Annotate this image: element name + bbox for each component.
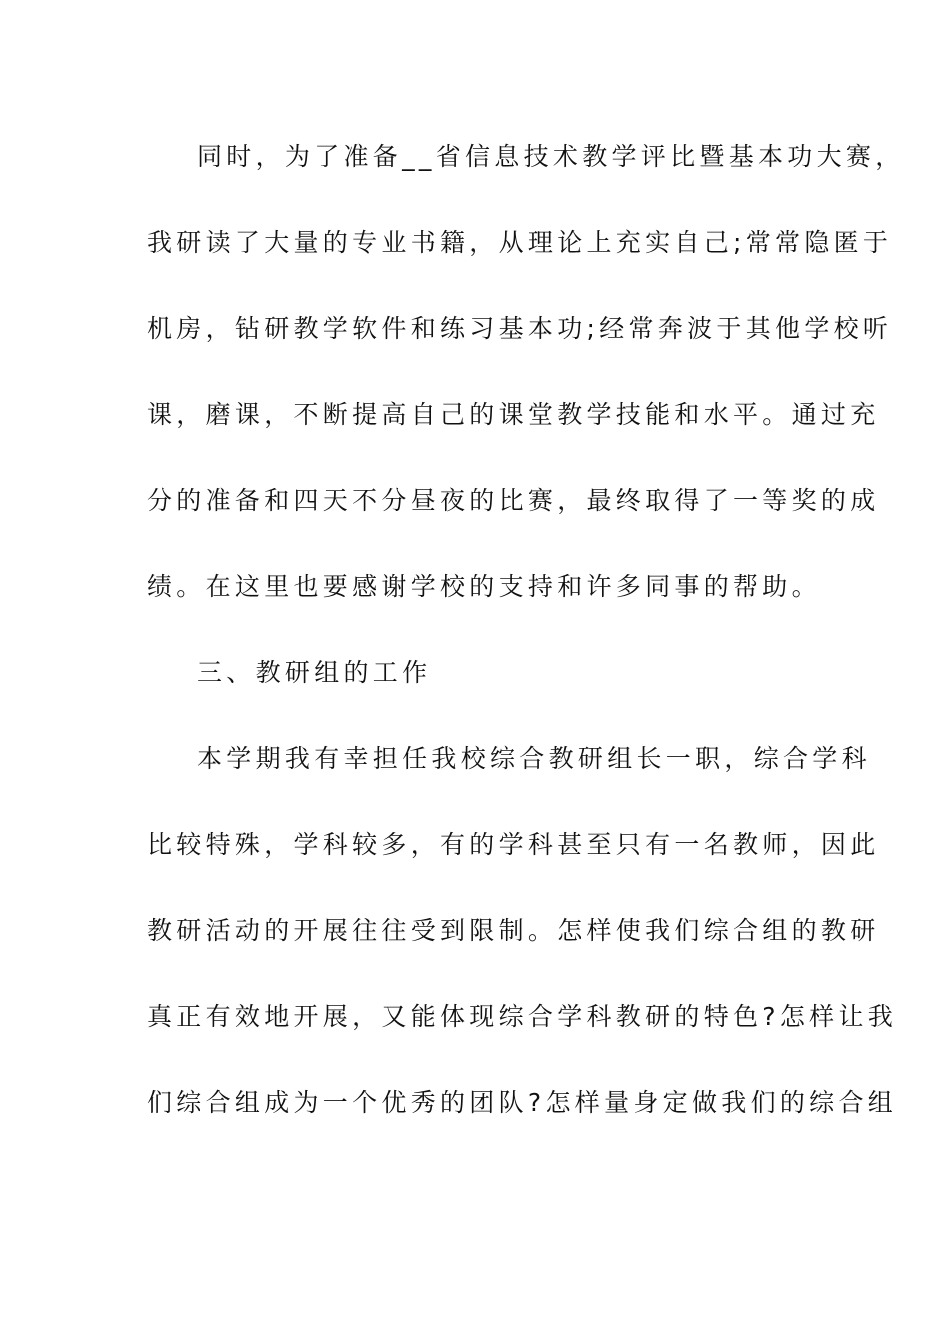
paragraph-line: 同时，为了准备__省信息技术教学评比暨基本功大赛， xyxy=(197,142,905,171)
paragraph-line: 分的准备和四天不分昼夜的比赛，最终取得了一等奖的成 xyxy=(147,486,880,515)
paragraph-line: 课，磨课，不断提高自己的课堂教学技能和水平。通过充 xyxy=(147,400,880,429)
paragraph-line: 机房，钻研教学软件和练习基本功;经常奔波于其他学校听 xyxy=(147,314,893,343)
paragraph-line: 教研活动的开展往往受到限制。怎样使我们综合组的教研 xyxy=(147,916,880,945)
paragraph-line: 们综合组成为一个优秀的团队?怎样量身定做我们的综合组 xyxy=(147,1088,898,1117)
paragraph-line: 我研读了大量的专业书籍，从理论上充实自己;常常隐匿于 xyxy=(147,228,893,257)
paragraph-line: 真正有效地开展，又能体现综合学科教研的特色?怎样让我 xyxy=(147,1002,898,1031)
paragraph-line: 绩。在这里也要感谢学校的支持和许多同事的帮助。 xyxy=(147,572,821,601)
section-heading: 三、教研组的工作 xyxy=(197,658,432,687)
paragraph-line: 比较特殊，学科较多，有的学科甚至只有一名教师，因此 xyxy=(147,830,880,859)
paragraph-line: 本学期我有幸担任我校综合教研组长一职，综合学科 xyxy=(197,744,871,773)
